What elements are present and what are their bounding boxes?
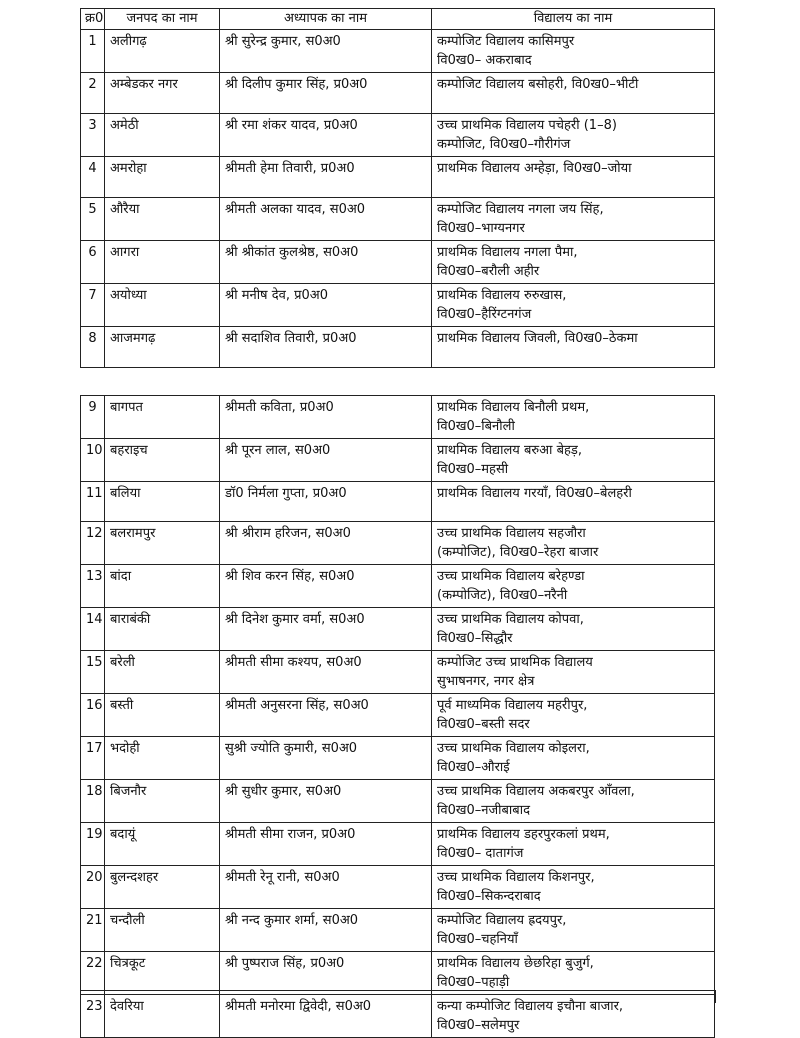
cell-school: उच्च प्राथमिक विद्यालय कोपवा, वि0ख0–सिद्धौर <box>432 608 715 651</box>
cell-teacher: श्रीमती सीमा राजन, प्र0अ0 <box>220 823 432 866</box>
table-row <box>81 396 715 439</box>
cell-serial: 17 <box>81 737 105 780</box>
cell-teacher: श्री श्रीकांत कुलश्रेष्ठ, स0अ0 <box>220 241 432 284</box>
table-row <box>81 327 715 368</box>
cell-teacher: डॉ0 निर्मला गुप्ता, प्र0अ0 <box>220 482 432 522</box>
table-row <box>81 284 715 327</box>
cell-serial: 7 <box>81 284 105 327</box>
cell-serial: 10 <box>81 439 105 482</box>
cell-district: बलिया <box>105 482 220 522</box>
cell-school: कम्पोजिट विद्यालय नगला जय सिंह, वि0ख0–भाग्यनगर <box>432 198 715 241</box>
cell-district: बाराबंकी <box>105 608 220 651</box>
cell-school: प्राथमिक विद्यालय बरुआ बेहड़, वि0ख0–महसी <box>432 439 715 482</box>
header-serial: क्र0 <box>81 9 105 30</box>
cell-school: उच्च प्राथमिक विद्यालय सहजौरा (कम्पोजिट), वि0ख0–रेहरा बाजार <box>432 522 715 565</box>
cell-district: अमेठी <box>105 114 220 157</box>
cell-teacher: श्री सुधीर कुमार, स0अ0 <box>220 780 432 823</box>
cell-school: प्राथमिक विद्यालय जिवली, वि0ख0–ठेकमा <box>432 327 715 368</box>
cell-serial: 19 <box>81 823 105 866</box>
table-row <box>81 737 715 780</box>
cell-school: प्राथमिक विद्यालय अम्हेड़ा, वि0ख0–जोया <box>432 157 715 198</box>
cell-teacher: श्री रमा शंकर यादव, प्र0अ0 <box>220 114 432 157</box>
cell-serial: 4 <box>81 157 105 198</box>
table-row <box>81 909 715 952</box>
cell-serial: 1 <box>81 30 105 73</box>
cell-serial: 9 <box>81 396 105 439</box>
table-row <box>81 157 715 198</box>
cell-serial: 11 <box>81 482 105 522</box>
cell-district: चित्रकूट <box>105 952 220 995</box>
table-row <box>81 198 715 241</box>
cell-school: प्राथमिक विद्यालय बिनौली प्रथम, वि0ख0–बिनौली <box>432 396 715 439</box>
truncated-next-row <box>80 990 716 1003</box>
cell-serial: 18 <box>81 780 105 823</box>
cell-teacher: श्रीमती सीमा कश्यप, स0अ0 <box>220 651 432 694</box>
table-row <box>81 73 715 114</box>
cell-school: प्राथमिक विद्यालय डहरपुरकलां प्रथम, वि0ख0– दातागंज <box>432 823 715 866</box>
table-row <box>81 439 715 482</box>
cell-school: प्राथमिक विद्यालय रुरुखास, वि0ख0–हैरिंग्टनगंज <box>432 284 715 327</box>
cell-district: बिजनौर <box>105 780 220 823</box>
cell-serial: 15 <box>81 651 105 694</box>
cell-teacher: श्री दिनेश कुमार वर्मा, स0अ0 <box>220 608 432 651</box>
table-row <box>81 608 715 651</box>
cell-teacher: श्री शिव करन सिंह, स0अ0 <box>220 565 432 608</box>
cell-teacher: श्रीमती अनुसरना सिंह, स0अ0 <box>220 694 432 737</box>
table-row <box>81 780 715 823</box>
cell-school: उच्च प्राथमिक विद्यालय अकबरपुर आँवला, वि0ख0–नजीबाबाद <box>432 780 715 823</box>
cell-district: बुलन्दशहर <box>105 866 220 909</box>
cell-school: कन्या कम्पोजिट विद्यालय इचौना बाजार, वि0ख0–सलेमपुर <box>432 995 715 1038</box>
table-row <box>81 565 715 608</box>
table-row <box>81 482 715 522</box>
cell-district: आजमगढ़ <box>105 327 220 368</box>
cell-school: कम्पोजिट विद्यालय कासिमपुर वि0ख0– अकराबाद <box>432 30 715 73</box>
cell-district: अमरोहा <box>105 157 220 198</box>
cell-district: देवरिया <box>105 995 220 1038</box>
table-body-part-2 <box>81 396 715 1038</box>
cell-district: चन्दौली <box>105 909 220 952</box>
cell-serial: 2 <box>81 73 105 114</box>
cell-district: आगरा <box>105 241 220 284</box>
cell-teacher: श्री मनीष देव, प्र0अ0 <box>220 284 432 327</box>
cell-district: भदोही <box>105 737 220 780</box>
cell-serial: 16 <box>81 694 105 737</box>
cell-serial: 22 <box>81 952 105 995</box>
cell-teacher: श्री पूरन लाल, स0अ0 <box>220 439 432 482</box>
table-header-row <box>81 9 715 30</box>
cell-school: प्राथमिक विद्यालय गरयाँ, वि0ख0–बेलहरी <box>432 482 715 522</box>
cell-serial: 21 <box>81 909 105 952</box>
cell-teacher: श्री श्रीराम हरिजन, स0अ0 <box>220 522 432 565</box>
cell-school: पूर्व माध्यमिक विद्यालय महरीपुर, वि0ख0–बस्ती सदर <box>432 694 715 737</box>
cell-teacher: श्री पुष्पराज सिंह, प्र0अ0 <box>220 952 432 995</box>
cell-district: बहराइच <box>105 439 220 482</box>
cell-teacher: श्रीमती मनोरमा द्विवेदी, स0अ0 <box>220 995 432 1038</box>
cell-teacher: श्रीमती अलका यादव, स0अ0 <box>220 198 432 241</box>
cell-serial: 20 <box>81 866 105 909</box>
table-row <box>81 241 715 284</box>
cell-district: अयोध्या <box>105 284 220 327</box>
cell-school: प्राथमिक विद्यालय छेछरिहा बुजुर्ग, वि0ख0–पहाड़ी <box>432 952 715 995</box>
cell-teacher: श्री नन्द कुमार शर्मा, स0अ0 <box>220 909 432 952</box>
table-row <box>81 823 715 866</box>
header-school: विद्यालय का नाम <box>432 9 715 30</box>
cell-school: कम्पोजिट उच्च प्राथमिक विद्यालय सुभाषनगर, नगर क्षेत्र <box>432 651 715 694</box>
cell-district: अम्बेडकर नगर <box>105 73 220 114</box>
cell-teacher: श्री दिलीप कुमार सिंह, प्र0अ0 <box>220 73 432 114</box>
teachers-table-part-1 <box>80 8 715 368</box>
table-row <box>81 694 715 737</box>
table-row <box>81 522 715 565</box>
cell-school: कम्पोजिट विद्यालय ह्रदयपुर, वि0ख0–चहनियाँ <box>432 909 715 952</box>
table-row <box>81 651 715 694</box>
cell-school: प्राथमिक विद्यालय नगला पैमा, वि0ख0–बरौली अहीर <box>432 241 715 284</box>
cell-teacher: श्रीमती हेमा तिवारी, प्र0अ0 <box>220 157 432 198</box>
table-row <box>81 114 715 157</box>
header-district: जनपद का नाम <box>105 9 220 30</box>
cell-serial: 14 <box>81 608 105 651</box>
cell-district: बदायूं <box>105 823 220 866</box>
cell-district: बागपत <box>105 396 220 439</box>
cell-teacher: श्रीमती रेनू रानी, स0अ0 <box>220 866 432 909</box>
cell-serial: 3 <box>81 114 105 157</box>
table-row <box>81 952 715 995</box>
cell-school: उच्च प्राथमिक विद्यालय किशनपुर, वि0ख0–सिकन्दराबाद <box>432 866 715 909</box>
cell-school: उच्च प्राथमिक विद्यालय पचेहरी (1–8) कम्पोजिट, वि0ख0–गौरीगंज <box>432 114 715 157</box>
table-row <box>81 866 715 909</box>
header-teacher: अध्यापक का नाम <box>220 9 432 30</box>
cell-teacher: श्री सदाशिव तिवारी, प्र0अ0 <box>220 327 432 368</box>
cell-district: औरैया <box>105 198 220 241</box>
cell-school: कम्पोजिट विद्यालय बसोहरी, वि0ख0–भीटी <box>432 73 715 114</box>
cell-district: अलीगढ़ <box>105 30 220 73</box>
cell-teacher: श्री सुरेन्द्र कुमार, स0अ0 <box>220 30 432 73</box>
cell-school: उच्च प्राथमिक विद्यालय बरेहण्डा (कम्पोजिट), वि0ख0–नरैनी <box>432 565 715 608</box>
cell-district: बांदा <box>105 565 220 608</box>
table-body-part-1 <box>81 30 715 368</box>
cell-serial: 6 <box>81 241 105 284</box>
cell-serial: 8 <box>81 327 105 368</box>
cell-serial: 12 <box>81 522 105 565</box>
teachers-table-part-2 <box>80 395 715 1038</box>
cell-district: बलरामपुर <box>105 522 220 565</box>
cell-serial: 13 <box>81 565 105 608</box>
cell-serial: 5 <box>81 198 105 241</box>
cell-serial: 23 <box>81 995 105 1038</box>
cell-school: उच्च प्राथमिक विद्यालय कोइलरा, वि0ख0–औराई <box>432 737 715 780</box>
cell-district: बरेली <box>105 651 220 694</box>
table-row <box>81 30 715 73</box>
cell-teacher: सुश्री ज्योति कुमारी, स0अ0 <box>220 737 432 780</box>
cell-teacher: श्रीमती कविता, प्र0अ0 <box>220 396 432 439</box>
cell-district: बस्ती <box>105 694 220 737</box>
